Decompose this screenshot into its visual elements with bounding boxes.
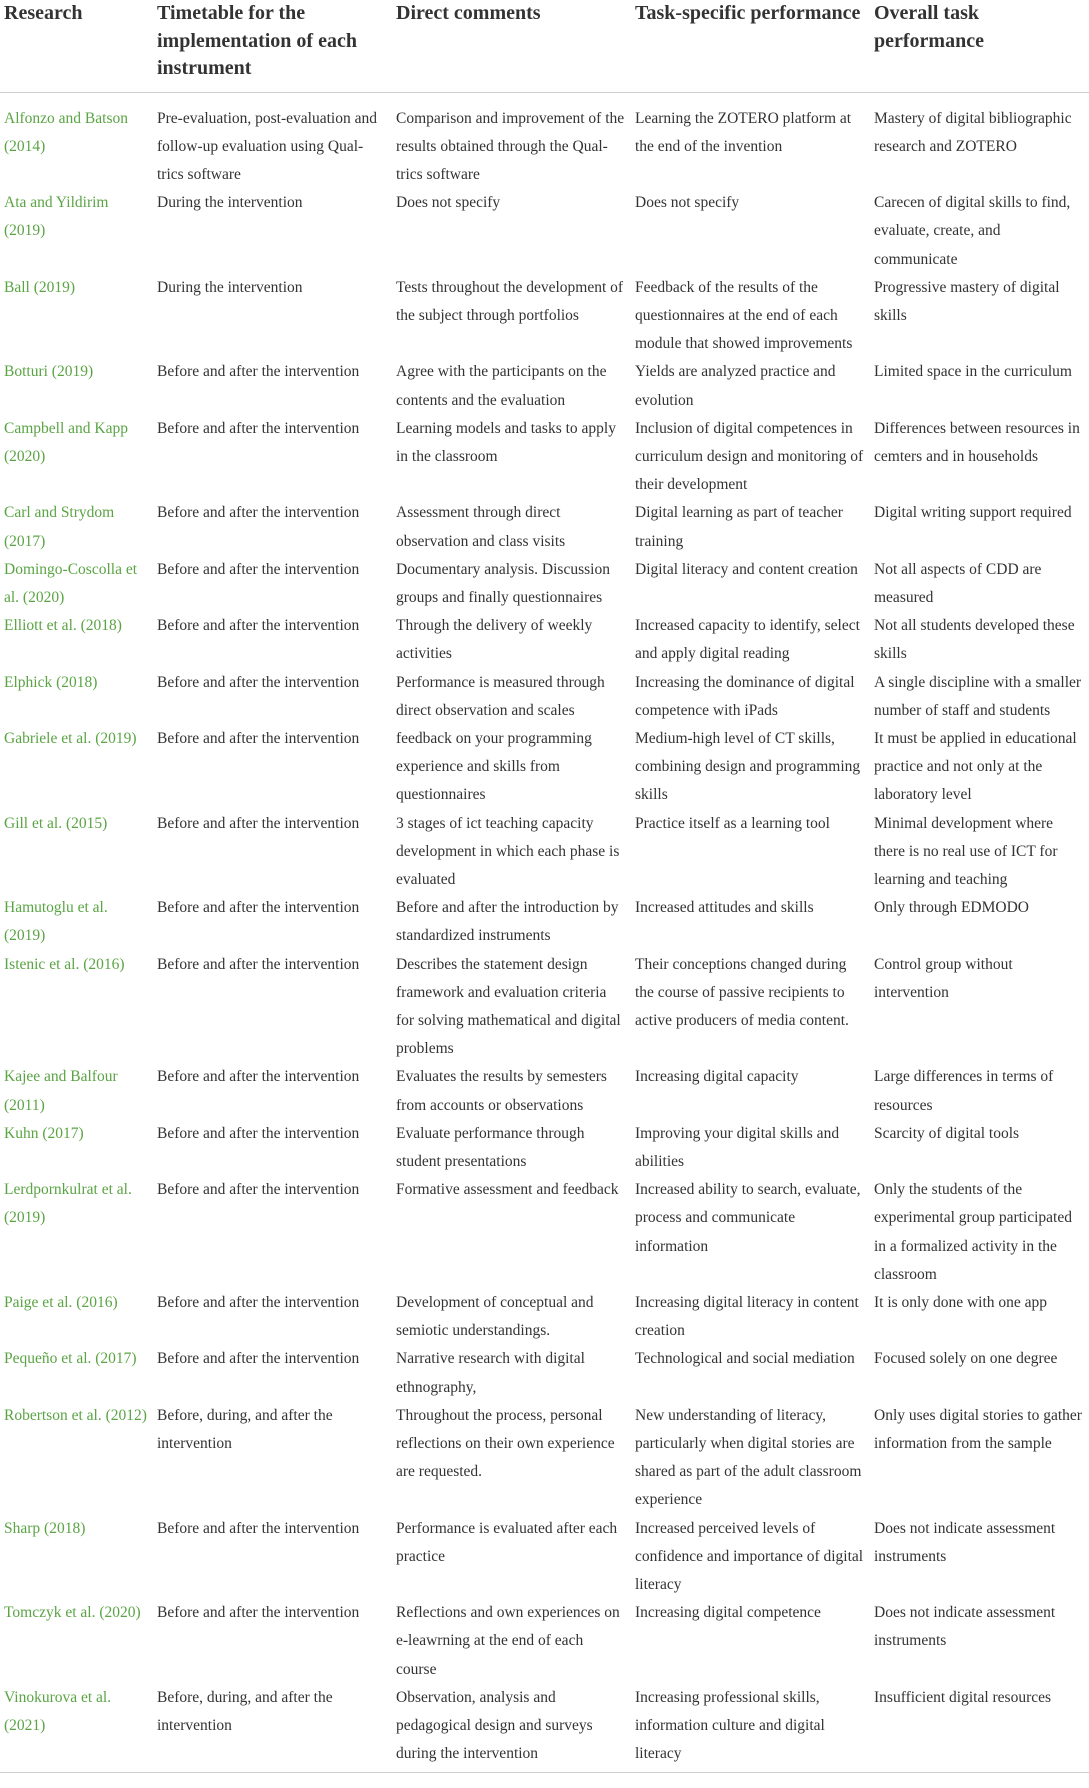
research-cell[interactable]: Gill et al. (2015) (4, 814, 108, 832)
research-cell[interactable]: Lerdpornkulrat et al. (2019) (4, 1181, 132, 1227)
header-row (0, 0, 1089, 92)
overall-performance-cell: Focused solely on one degree (874, 1350, 1058, 1368)
task-specific-cell: Their conceptions changed during the course of passive recipients to active producers of media content. (635, 955, 849, 1029)
task-specific-cell: Increasing digital literacy in content creation (635, 1294, 859, 1340)
research-cell[interactable]: Ball (2019) (4, 278, 76, 296)
table-row (0, 274, 1089, 359)
task-specific-cell: Technological and social mediation (635, 1350, 855, 1368)
task-specific-cell: Increased capacity to identify, select and apply digital reading (635, 617, 860, 663)
direct-comments-cell: 3 stages of ict teaching capacity development in which each phase is evaluated (396, 814, 620, 888)
timetable-cell: Before and after the intervention (157, 955, 360, 973)
table-row (0, 1515, 1089, 1600)
research-cell[interactable]: Domingo-Coscolla et al. (2020) (4, 560, 138, 606)
timetable-cell: Before and after the intervention (157, 1350, 360, 1368)
header-direct-comments: Direct comments (392, 0, 631, 92)
research-cell[interactable]: Elphick (2018) (4, 673, 98, 691)
task-specific-cell: Medium-high level of CT skills, combining design and programming skills (635, 729, 861, 804)
task-specific-cell: New understanding of literacy, particularly when digital stories are shared as part of the adult classroom experience (635, 1406, 862, 1509)
research-cell[interactable]: Istenic et al. (2016) (4, 955, 125, 973)
table-row (0, 1063, 1089, 1119)
direct-comments-cell: Formative assessment and feedback (396, 1181, 619, 1199)
research-cell[interactable]: Robertson et al. (2012) (4, 1406, 147, 1424)
direct-comments-cell: Describes the statement design framework and evaluation criteria for solving mathematical and digital problems (396, 955, 621, 1058)
task-specific-cell: Improving your digital skills and abilities (635, 1124, 840, 1171)
table-row (0, 1402, 1089, 1515)
direct-comments-cell: Reflections and own experiences on e-leawrning at the end of each course (396, 1604, 620, 1678)
task-specific-cell: Increasing digital competence (635, 1604, 821, 1622)
overall-performance-cell: Mastery of digital bibliographic research and ZOTERO (874, 109, 1072, 155)
task-specific-cell: Digital learning as part of teacher training (635, 504, 843, 550)
timetable-cell: Before and after the intervention (157, 560, 360, 578)
timetable-cell: Before and after the intervention (157, 1181, 360, 1199)
direct-comments-cell: Narrative research with digital ethnography, (396, 1350, 585, 1396)
direct-comments-cell: Observation, analysis and pedagogical design and surveys during the intervention (392, 1684, 631, 1773)
research-cell[interactable]: Sharp (2018) (4, 1519, 86, 1537)
task-specific-cell: Increasing digital capacity (635, 1068, 799, 1086)
header-timetable: Timetable for the implementation of each instrument (153, 0, 392, 92)
research-cell[interactable]: Gabriele et al. (2019) (4, 729, 137, 747)
task-specific-cell: Inclusion of digital competences in curriculum design and monitoring of their development (635, 419, 864, 494)
table-row (0, 1599, 1089, 1684)
task-specific-cell: Increasing the dominance of digital competence with iPads (635, 673, 855, 719)
timetable-cell: Before and after the intervention (157, 504, 360, 522)
research-cell[interactable]: Carl and Strydom (2017) (4, 504, 115, 550)
research-cell[interactable]: Pequeño et al. (2017) (4, 1350, 137, 1368)
table-body (0, 92, 1089, 1773)
timetable-cell: Before and after the intervention (157, 363, 360, 381)
overall-performance-cell: Digital writing support required (874, 504, 1072, 522)
timetable-cell: Before, during, and after the intervention (157, 1406, 333, 1453)
table-row (0, 1176, 1089, 1289)
direct-comments-cell: Development of conceptual and semiotic understandings. (396, 1294, 594, 1340)
research-cell[interactable]: Tomczyk et al. (2020) (4, 1604, 141, 1622)
research-cell[interactable]: Botturi (2019) (4, 363, 94, 381)
timetable-cell: Before and after the intervention (157, 673, 360, 691)
overall-performance-cell: Only the students of the experimental group participated in a formalized activity in the classroom (874, 1181, 1072, 1283)
table-row (0, 810, 1089, 895)
timetable-cell: Before and after the intervention (157, 1124, 360, 1142)
table-row (0, 92, 1089, 189)
research-cell[interactable]: Ata and Yildirim (2019) (4, 194, 109, 240)
table-row (0, 1289, 1089, 1345)
research-cell[interactable]: Kuhn (2017) (4, 1124, 84, 1142)
overall-performance-cell: Limited space in the curriculum (874, 363, 1072, 381)
table-row (0, 669, 1089, 725)
table-row (0, 612, 1089, 668)
header-research: Research (0, 0, 153, 92)
timetable-cell: Before and after the intervention (157, 617, 360, 635)
timetable-cell: Before and after the intervention (157, 729, 360, 747)
header-task-specific: Task-specific performance (631, 0, 870, 92)
direct-comments-cell: Throughout the process, personal reflections on their own experience are requested. (396, 1406, 615, 1481)
timetable-cell: During the intervention (157, 194, 303, 212)
overall-performance-cell: A single discipline with a smaller number of staff and students (874, 673, 1082, 719)
header-overall: Overall task performance (870, 0, 1089, 92)
task-specific-cell: Digital literacy and content creation (635, 560, 858, 578)
overall-performance-cell: Control group without intervention (874, 955, 1013, 1001)
direct-comments-cell: Performance is evaluated after each practice (396, 1519, 618, 1565)
research-cell[interactable]: Hamutoglu et al. (2019) (4, 899, 108, 945)
table-row (0, 556, 1089, 612)
table-row (0, 951, 1089, 1064)
task-specific-cell: Increased attitudes and skills (635, 899, 814, 917)
overall-performance-cell: Does not indicate assessment instruments (874, 1519, 1056, 1565)
task-specific-cell: Does not specify (635, 194, 740, 212)
direct-comments-cell: Does not specify (396, 194, 501, 212)
timetable-cell: Before, during, and after the intervention (153, 1684, 392, 1773)
direct-comments-cell: Before and after the introduction by standardized instruments (396, 899, 619, 945)
direct-comments-cell: feedback on your programming experience and skills from questionnaires (396, 729, 592, 804)
overall-performance-cell: Differences between resources in cemters and in households (874, 419, 1080, 465)
table-header (0, 0, 1089, 92)
overall-performance-cell: Scarcity of digital tools (874, 1124, 1020, 1142)
direct-comments-cell: Documentary analysis. Discussion groups and finally questionnaires (396, 560, 610, 606)
table-row (0, 1345, 1089, 1401)
direct-comments-cell: Assessment through direct observation and class visits (396, 504, 566, 550)
direct-comments-cell: Performance is measured through direct observation and scales (396, 673, 605, 719)
overall-performance-cell: It is only done with one app (874, 1294, 1048, 1312)
table-row (0, 725, 1089, 810)
timetable-cell: Before and after the intervention (157, 1294, 360, 1312)
direct-comments-cell: Evaluate performance through student presentations (396, 1124, 585, 1171)
research-cell[interactable]: Paige et al. (2016) (4, 1294, 118, 1312)
overall-performance-cell: Large differences in terms of resources (874, 1068, 1054, 1114)
table-row (0, 1120, 1089, 1176)
direct-comments-cell: Through the delivery of weekly activities (396, 617, 593, 663)
table-row (0, 499, 1089, 555)
direct-comments-cell: Evaluates the results by semesters from accounts or observations (396, 1068, 607, 1114)
timetable-cell: Before and after the intervention (157, 1604, 360, 1622)
direct-comments-cell: Learning models and tasks to apply in the classroom (396, 419, 616, 465)
task-specific-cell: Practice itself as a learning tool (635, 814, 830, 832)
timetable-cell: Pre-evaluation, post-evaluation and follow-up evaluation using Qual-trics software (157, 109, 377, 183)
overall-performance-cell: Only uses digital stories to gather information from the sample (874, 1406, 1082, 1453)
timetable-cell: Before and after the intervention (157, 1519, 360, 1537)
research-cell[interactable]: Campbell and Kapp (2020) (4, 419, 128, 465)
timetable-cell: Before and after the intervention (157, 1068, 360, 1086)
task-specific-cell: Increased ability to search, evaluate, process and communicate information (635, 1181, 861, 1255)
task-specific-cell: Feedback of the results of the questionnaires at the end of each module that showed improvements (635, 278, 853, 353)
table-row (0, 415, 1089, 500)
overall-performance-cell: Carecen of digital skills to find, evaluate, create, and communicate (874, 194, 1071, 268)
table-row (0, 1684, 1089, 1773)
task-specific-cell: Yields are analyzed practice and evolution (635, 363, 836, 409)
research-cell[interactable]: Alfonzo and Batson (2014) (4, 109, 128, 155)
task-specific-cell: Increasing professional skills, information culture and digital literacy (631, 1684, 870, 1773)
table-row (0, 894, 1089, 950)
table-row (0, 189, 1089, 274)
overall-performance-cell: Insufficient digital resources (870, 1684, 1089, 1773)
timetable-cell: Before and after the intervention (157, 419, 360, 437)
direct-comments-cell: Tests throughout the development of the subject through portfolios (396, 278, 624, 324)
overall-performance-cell: Not all students developed these skills (874, 617, 1075, 663)
overall-performance-cell: Only through EDMODO (874, 899, 1029, 917)
overall-performance-cell: Progressive mastery of digital skills (874, 278, 1060, 324)
research-cell[interactable]: Kajee and Balfour (2011) (4, 1068, 118, 1114)
table-row (0, 358, 1089, 414)
timetable-cell: During the intervention (157, 278, 303, 296)
overall-performance-cell: It must be applied in educational practice and not only at the laboratory level (874, 729, 1077, 804)
overall-performance-cell: Does not indicate assessment instruments (874, 1604, 1056, 1650)
timetable-cell: Before and after the intervention (157, 814, 360, 832)
overall-performance-cell: Not all aspects of CDD are measured (874, 560, 1042, 606)
research-cell[interactable]: Elliott et al. (2018) (4, 617, 122, 635)
task-specific-cell: Increased perceived levels of confidence and importance of digital literacy (635, 1519, 864, 1594)
timetable-cell: Before and after the intervention (157, 899, 360, 917)
overall-performance-cell: Minimal development where there is no real use of ICT for learning and teaching (874, 814, 1058, 888)
direct-comments-cell: Comparison and improvement of the results obtained through the Qual-trics software (396, 109, 625, 183)
direct-comments-cell: Agree with the participants on the contents and the evaluation (396, 363, 607, 409)
task-specific-cell: Learning the ZOTERO platform at the end of the invention (635, 109, 852, 155)
research-cell[interactable]: Vinokurova et al. (2021) (0, 1684, 153, 1773)
